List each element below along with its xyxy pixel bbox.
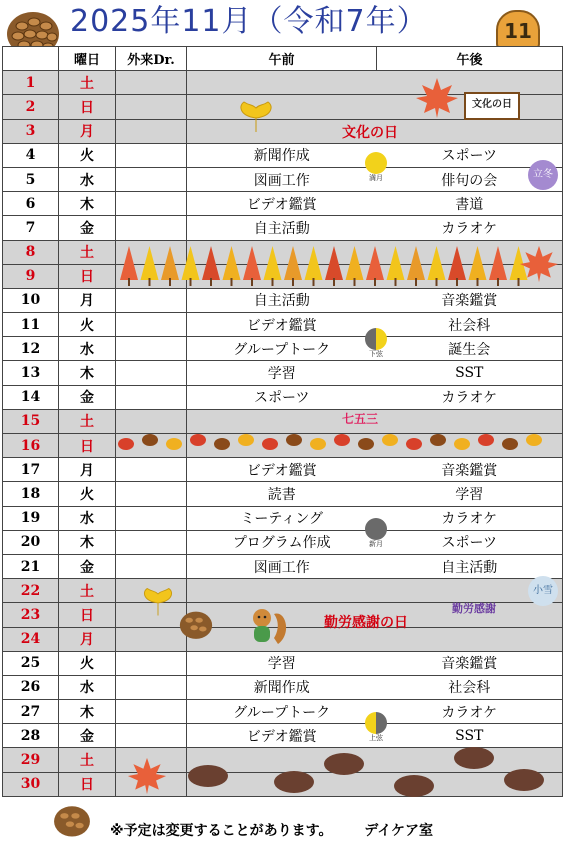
am-activity-cell: ミーティング: [187, 506, 377, 530]
weekday-cell: 月: [59, 458, 116, 482]
tree-icon: [366, 246, 384, 280]
weekday-cell: 火: [59, 482, 116, 506]
table-row: [3, 579, 563, 603]
tree-trunk: [395, 278, 397, 286]
tree-trunk: [210, 278, 212, 286]
weekday-cell: 月: [59, 288, 116, 312]
weekday-cell: 日: [59, 603, 116, 627]
date-cell: 29: [3, 748, 59, 772]
page-title: 2025年11月（令和7年）: [70, 4, 428, 39]
tree-trunk: [292, 278, 294, 286]
am-activity-cell: ビデオ鑑賞: [187, 724, 377, 748]
table-row: [3, 700, 563, 724]
table-row: [3, 167, 563, 191]
first-quarter-moon-icon: [365, 712, 387, 734]
am-activity-cell: 自主活動: [187, 216, 377, 240]
boar-icon: [394, 775, 434, 797]
tree-icon: [469, 246, 487, 280]
chestnut-icon: [358, 438, 374, 450]
am-activity-cell: 図画工作: [187, 167, 377, 191]
moon-full: [356, 152, 396, 183]
weekday-cell: 日: [59, 772, 116, 796]
tree-trunk: [272, 278, 274, 286]
weekday-cell: 土: [59, 240, 116, 264]
am-activity-cell: ビデオ鑑賞: [187, 313, 377, 337]
shichigosan-sticker: 七五三: [342, 412, 379, 426]
pm-activity-cell: カラオケ: [377, 700, 563, 724]
am-activity-cell: [187, 71, 377, 95]
tree-trunk: [251, 278, 253, 286]
boar-icon: [454, 747, 494, 769]
table-row: [3, 458, 563, 482]
pm-activity-cell: 音楽鑑賞: [377, 651, 563, 675]
table-row: [3, 530, 563, 554]
mushroom-icon: [118, 438, 134, 450]
holiday-labor-thanks-day: 勤労感謝の日: [324, 615, 408, 631]
am-activity-cell: [187, 95, 377, 119]
date-cell: 11: [3, 313, 59, 337]
date-cell: 5: [3, 167, 59, 191]
tree-trunk: [456, 278, 458, 286]
weekday-cell: 木: [59, 700, 116, 724]
doctor-cell: [116, 192, 187, 216]
header-pm: 午後: [377, 47, 563, 71]
maple-leaf-icon: [414, 76, 460, 120]
weekday-cell: 水: [59, 675, 116, 699]
pm-activity-cell: 俳句の会: [377, 167, 563, 191]
doctor-cell: [116, 361, 187, 385]
leaf-icon: [454, 438, 470, 450]
am-activity-cell: ビデオ鑑賞: [187, 458, 377, 482]
pm-activity-cell: スポーツ: [377, 143, 563, 167]
doctor-cell: [116, 675, 187, 699]
weekday-cell: 土: [59, 579, 116, 603]
date-cell: 23: [3, 603, 59, 627]
mushroom-strip: [118, 428, 560, 458]
doctor-cell: [116, 337, 187, 361]
weekday-cell: 水: [59, 167, 116, 191]
weekday-cell: 金: [59, 216, 116, 240]
shousetsu-badge: 小雪: [528, 576, 558, 606]
table-row: [3, 143, 563, 167]
am-activity-cell: 読書: [187, 482, 377, 506]
doctor-cell: [116, 143, 187, 167]
holiday-culture-day: 文化の日: [342, 125, 398, 141]
last-quarter-moon-icon: [365, 328, 387, 350]
pm-activity-cell: 自主活動: [377, 554, 563, 578]
table-row: [3, 724, 563, 748]
tree-icon: [346, 246, 364, 280]
boar-strip: [184, 746, 560, 800]
tree-trunk: [477, 278, 479, 286]
date-cell: 16: [3, 434, 59, 458]
tree-icon: [243, 246, 261, 280]
am-activity-cell: プログラム作成: [187, 530, 377, 554]
table-row: [3, 675, 563, 699]
doctor-cell: [116, 288, 187, 312]
mushroom-icon: [478, 434, 494, 446]
pm-activity-cell: 音楽鑑賞: [377, 288, 563, 312]
tree-icon: [223, 246, 241, 280]
am-activity-cell: グループトーク: [187, 700, 377, 724]
pm-activity-cell: 音楽鑑賞: [377, 458, 563, 482]
footer: [110, 820, 433, 840]
moon-new: [356, 518, 396, 549]
pm-activity-cell: 書道: [377, 192, 563, 216]
footer-org: デイケア室: [364, 823, 433, 839]
weekday-cell: 木: [59, 192, 116, 216]
weekday-cell: 木: [59, 530, 116, 554]
weekday-cell: 土: [59, 748, 116, 772]
table-row: [3, 192, 563, 216]
doctor-cell: [116, 95, 187, 119]
doctor-cell: [116, 530, 187, 554]
weekday-cell: 火: [59, 651, 116, 675]
date-cell: 12: [3, 337, 59, 361]
pm-activity-cell: [377, 119, 563, 143]
header-date: [3, 47, 59, 71]
date-cell: 6: [3, 192, 59, 216]
table-row: [3, 651, 563, 675]
date-cell: 3: [3, 119, 59, 143]
pm-activity-cell: 社会科: [377, 313, 563, 337]
maple-leaf-icon: [126, 756, 168, 796]
pm-activity-cell: SST: [377, 361, 563, 385]
weekday-cell: 水: [59, 337, 116, 361]
doctor-cell: [116, 554, 187, 578]
moon-last-quarter: [356, 328, 396, 359]
date-cell: 20: [3, 530, 59, 554]
table-header-row: [3, 47, 563, 71]
boar-icon: [324, 753, 364, 775]
table-row: [3, 482, 563, 506]
table-row: [3, 216, 563, 240]
new-moon-icon: [365, 518, 387, 540]
am-activity-cell: 図画工作: [187, 554, 377, 578]
doctor-cell: [116, 385, 187, 409]
chestnut-icon: [142, 434, 158, 446]
date-cell: 17: [3, 458, 59, 482]
moon-label: 新月: [369, 540, 383, 548]
tree-trunk: [169, 278, 171, 286]
maple-leaf-icon: [518, 244, 560, 284]
tree-icon: [407, 246, 425, 280]
leaf-icon: [238, 434, 254, 446]
tree-icon: [305, 246, 323, 280]
header-doctor: 外来Dr.: [116, 47, 187, 71]
pm-activity-cell: カラオケ: [377, 506, 563, 530]
moon-label: 満月: [369, 174, 383, 182]
ginkgo-leaf-icon: [140, 586, 176, 618]
tree-icon: [428, 246, 446, 280]
footer-note: ※予定は変更することがあります。: [110, 823, 333, 839]
doctor-cell: [116, 119, 187, 143]
date-cell: 21: [3, 554, 59, 578]
tree-trunk: [374, 278, 376, 286]
table-row: [3, 337, 563, 361]
tree-trunk: [313, 278, 315, 286]
tree-trunk: [128, 278, 130, 286]
tree-icon: [264, 246, 282, 280]
date-cell: 14: [3, 385, 59, 409]
weekday-cell: 木: [59, 361, 116, 385]
weekday-cell: 日: [59, 434, 116, 458]
date-cell: 25: [3, 651, 59, 675]
leaf-icon: [310, 438, 326, 450]
date-cell: 27: [3, 700, 59, 724]
pm-activity-cell: カラオケ: [377, 216, 563, 240]
date-cell: 15: [3, 409, 59, 433]
weekday-cell: 金: [59, 554, 116, 578]
doctor-cell: [116, 627, 187, 651]
tree-icon: [182, 246, 200, 280]
labor-thanks-sign: 勤労感謝: [452, 602, 496, 615]
doctor-cell: [116, 700, 187, 724]
weekday-cell: 日: [59, 264, 116, 288]
mushroom-icon: [334, 434, 350, 446]
tree-trunk: [354, 278, 356, 286]
chestnut-icon: [502, 438, 518, 450]
date-cell: 26: [3, 675, 59, 699]
doctor-cell: [116, 71, 187, 95]
date-cell: 22: [3, 579, 59, 603]
chestnut-icon: [286, 434, 302, 446]
weekday-cell: 金: [59, 385, 116, 409]
mushroom-icon: [262, 438, 278, 450]
table-row: [3, 288, 563, 312]
am-activity-cell: 新聞作成: [187, 143, 377, 167]
date-cell: 1: [3, 71, 59, 95]
tree-trunk: [231, 278, 233, 286]
tree-icon: [325, 246, 343, 280]
moon-label: 下弦: [369, 350, 383, 358]
moon-label: 上弦: [369, 734, 383, 742]
tree-icon: [141, 246, 159, 280]
pm-activity-cell: 学習: [377, 482, 563, 506]
doctor-cell: [116, 313, 187, 337]
pm-activity-cell: SST: [377, 724, 563, 748]
squirrel-icon: [248, 604, 288, 650]
date-cell: 28: [3, 724, 59, 748]
am-activity-cell: スポーツ: [187, 385, 377, 409]
table-row: [3, 361, 563, 385]
boar-icon: [274, 771, 314, 793]
pinecone-icon: [178, 606, 214, 642]
chestnut-icon: [214, 438, 230, 450]
table-row: [3, 119, 563, 143]
date-cell: 2: [3, 95, 59, 119]
doctor-cell: [116, 167, 187, 191]
am-activity-cell: 自主活動: [187, 288, 377, 312]
weekday-cell: 土: [59, 71, 116, 95]
weekday-cell: 金: [59, 724, 116, 748]
table-row: [3, 554, 563, 578]
doctor-cell: [116, 651, 187, 675]
chestnut-icon: [430, 434, 446, 446]
am-activity-cell: ビデオ鑑賞: [187, 192, 377, 216]
am-activity-cell: 学習: [187, 651, 377, 675]
weekday-cell: 土: [59, 409, 116, 433]
leaf-icon: [382, 434, 398, 446]
tree-trunk: [436, 278, 438, 286]
weekday-cell: 月: [59, 627, 116, 651]
pm-activity-cell: カラオケ: [377, 385, 563, 409]
header-weekday: 曜日: [59, 47, 116, 71]
doctor-cell: [116, 724, 187, 748]
am-activity-cell: 新聞作成: [187, 675, 377, 699]
date-cell: 7: [3, 216, 59, 240]
date-cell: 24: [3, 627, 59, 651]
weekday-cell: 水: [59, 506, 116, 530]
am-activity-cell: 学習: [187, 361, 377, 385]
date-cell: 8: [3, 240, 59, 264]
doctor-cell: [116, 458, 187, 482]
moon-first-quarter: [356, 712, 396, 743]
doctor-cell: [116, 216, 187, 240]
pm-activity-cell: スポーツ: [377, 530, 563, 554]
tree-icon: [161, 246, 179, 280]
doctor-cell: [116, 482, 187, 506]
ginkgo-leaf-icon: [236, 100, 276, 134]
date-cell: 30: [3, 772, 59, 796]
mushroom-icon: [190, 434, 206, 446]
date-cell: 19: [3, 506, 59, 530]
leaf-icon: [526, 434, 542, 446]
date-cell: 18: [3, 482, 59, 506]
tree-icon: [284, 246, 302, 280]
pinecone-icon: [52, 800, 92, 840]
date-cell: 10: [3, 288, 59, 312]
tree-trunk: [333, 278, 335, 286]
tree-icon: [387, 246, 405, 280]
culture-day-sign: 文化の日: [464, 92, 520, 120]
tree-icon: [489, 246, 507, 280]
tree-trunk: [415, 278, 417, 286]
pm-activity-cell: 誕生会: [377, 337, 563, 361]
date-cell: 9: [3, 264, 59, 288]
leaf-icon: [166, 438, 182, 450]
doctor-cell: [116, 506, 187, 530]
weekday-cell: 火: [59, 313, 116, 337]
am-activity-cell: グループトーク: [187, 337, 377, 361]
pm-activity-cell: 社会科: [377, 675, 563, 699]
boar-icon: [188, 765, 228, 787]
table-row: [3, 385, 563, 409]
full-moon-icon: [365, 152, 387, 174]
boar-icon: [504, 769, 544, 791]
weekday-cell: 火: [59, 143, 116, 167]
table-row: [3, 313, 563, 337]
rittou-badge: 立冬: [528, 160, 558, 190]
weekday-cell: 日: [59, 95, 116, 119]
tree-trunk: [190, 278, 192, 286]
schedule-table: [2, 46, 563, 797]
month-badge: 11: [496, 10, 540, 50]
weekday-cell: 月: [59, 119, 116, 143]
date-cell: 4: [3, 143, 59, 167]
tree-trunk: [149, 278, 151, 286]
date-cell: 13: [3, 361, 59, 385]
am-activity-cell: [187, 579, 377, 603]
mushroom-icon: [406, 438, 422, 450]
table-row: [3, 506, 563, 530]
tree-icon: [448, 246, 466, 280]
tree-icon: [120, 246, 138, 280]
tree-icon: [202, 246, 220, 280]
autumn-trees-strip: [116, 240, 530, 288]
header-am: 午前: [187, 47, 377, 71]
tree-trunk: [497, 278, 499, 286]
